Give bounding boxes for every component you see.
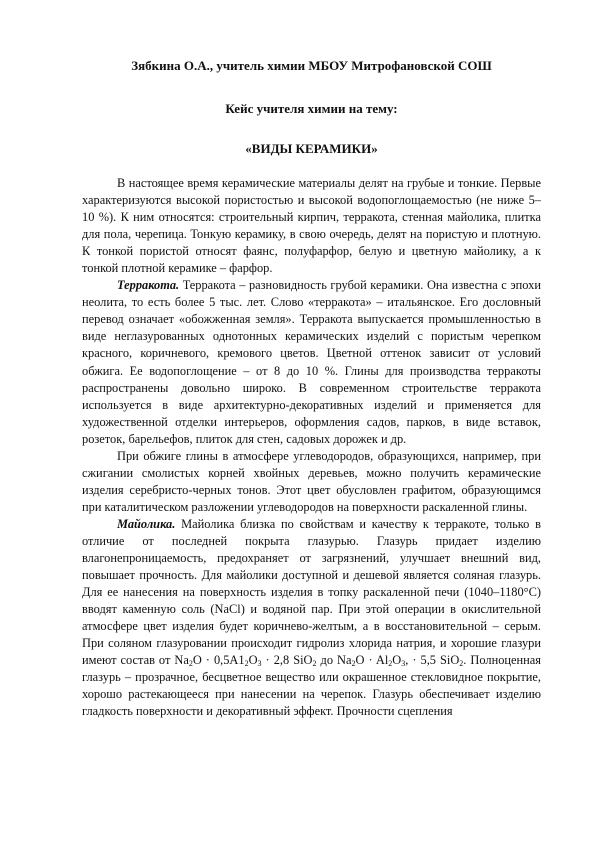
paragraph-majolica [82, 516, 541, 721]
term-majolica: Майолика. [117, 516, 176, 531]
document-title: «ВИДЫ КЕРАМИКИ» [245, 141, 378, 156]
majolica-text-f: O · Al [355, 653, 389, 668]
majolica-text-b: O · 0,5A1 [192, 653, 245, 668]
subscript: 2 [459, 659, 464, 669]
subscript: 2 [351, 659, 356, 669]
majolica-text-c: O [248, 653, 258, 668]
subscript: 2 [388, 659, 393, 669]
subscript: 3 [257, 659, 262, 669]
term-terracotta: Терракота. [117, 278, 180, 293]
paragraph-firing: При обжиге глины в атмосфере углеводородов, образующихся, например, при сжигании смолистых корней хвойных деревьев, можно получить керамические изделия серебристо-черных тонов. Этот цвет обусловлен графитом, образующимся при каталитическом разложении углеводородов на поверхности раскаленной глины. [82, 448, 541, 514]
majolica-text-h: , · 5,5 SiO [405, 653, 460, 668]
majolica-text-d: · 2,8 SiO [261, 653, 313, 668]
author-line: Зябкина О.А., учитель химии МБОУ Митрофановской СОШ [131, 58, 492, 73]
subscript: 2 [312, 659, 317, 669]
case-title: Кейс учителя химии на тему: [225, 101, 398, 116]
paragraph-terracotta [82, 277, 541, 447]
paragraph-intro: В настоящее время керамические материалы делят на грубые и тонкие. Первые характеризуются высокой пористостью и высокой водопоглощаемостью (не ниже 5–10 %). К ним относятся: строительный кирпич, терракота, стенная майолика, плитка для пола, черепица. Тонкую керамику, в свою очередь, делят на пористую и плотную. К тонкой пористой относят фаянс, полуфарфор, белую и цветную майолику, а к тонкой плотной керамике – фарфор. [82, 176, 541, 276]
majolica-text-e: до Na [316, 653, 352, 668]
majolica-text-g: O [392, 653, 402, 668]
subscript: 2 [244, 659, 249, 669]
majolica-text-i: . Полноценная глазурь – прозрачное, бесцветное вещество или окрашенное стекловидное покрытие, хорошо растекающееся при нанесении на черепок. Глазурь обеспечивает изделию гладкость поверхности и декоративный эффект. Прочности сцепления [82, 653, 541, 719]
majolica-text-a: Майолика близка по свойствам и качеству к терракоте, только в отличие от последней покрыта глазурью. Глазурь придает изделию влагонепроницаемость, предохраняет от загрязнений, улучшает внешний вид, повышает прочность. Для майолики доступной и дешевой является соляная глазурь. Для ее нанесения на поверхность изделия в топку раскаленной печи (1040–1180°С) вводят каменную соль (NaCl) и водяной пар. При этой операции в окислительной атмосфере цвет изделия будет коричнево-желтым, а в восстановительной – серым. При соляном глазуровании происходит гидролиз хлорида натрия, и хорошие глазури имеют состав от Na [82, 516, 541, 668]
paragraph-terracotta-text: Терракота – разновидность грубой керамики. Она известна с эпохи неолита, то есть более 5 тыс. лет. Слово «терракота» – итальянское. Его дословный перевод означает «обожженная земля». Терракота выпускается промышленностью в виде неглазурованных однотонных керамических изделий с пористым черепком красного, коричневого, кремового цветов. Цветной оттенок зависит от условий обжига. Ее водопоглощение – от 8 до 10 %. Глины для производства терракоты распространены довольно широко. В современном строительстве терракота используется в виде архитектурно-декоративных изделий и применяется для художественной отделки интерьеров, оформления садов, парков, в виде вставок, розеток, барельефов, плиток для стен, садовых дорожек и др. [82, 278, 541, 446]
subscript: 2 [188, 659, 193, 669]
subscript: 3 [401, 659, 406, 669]
